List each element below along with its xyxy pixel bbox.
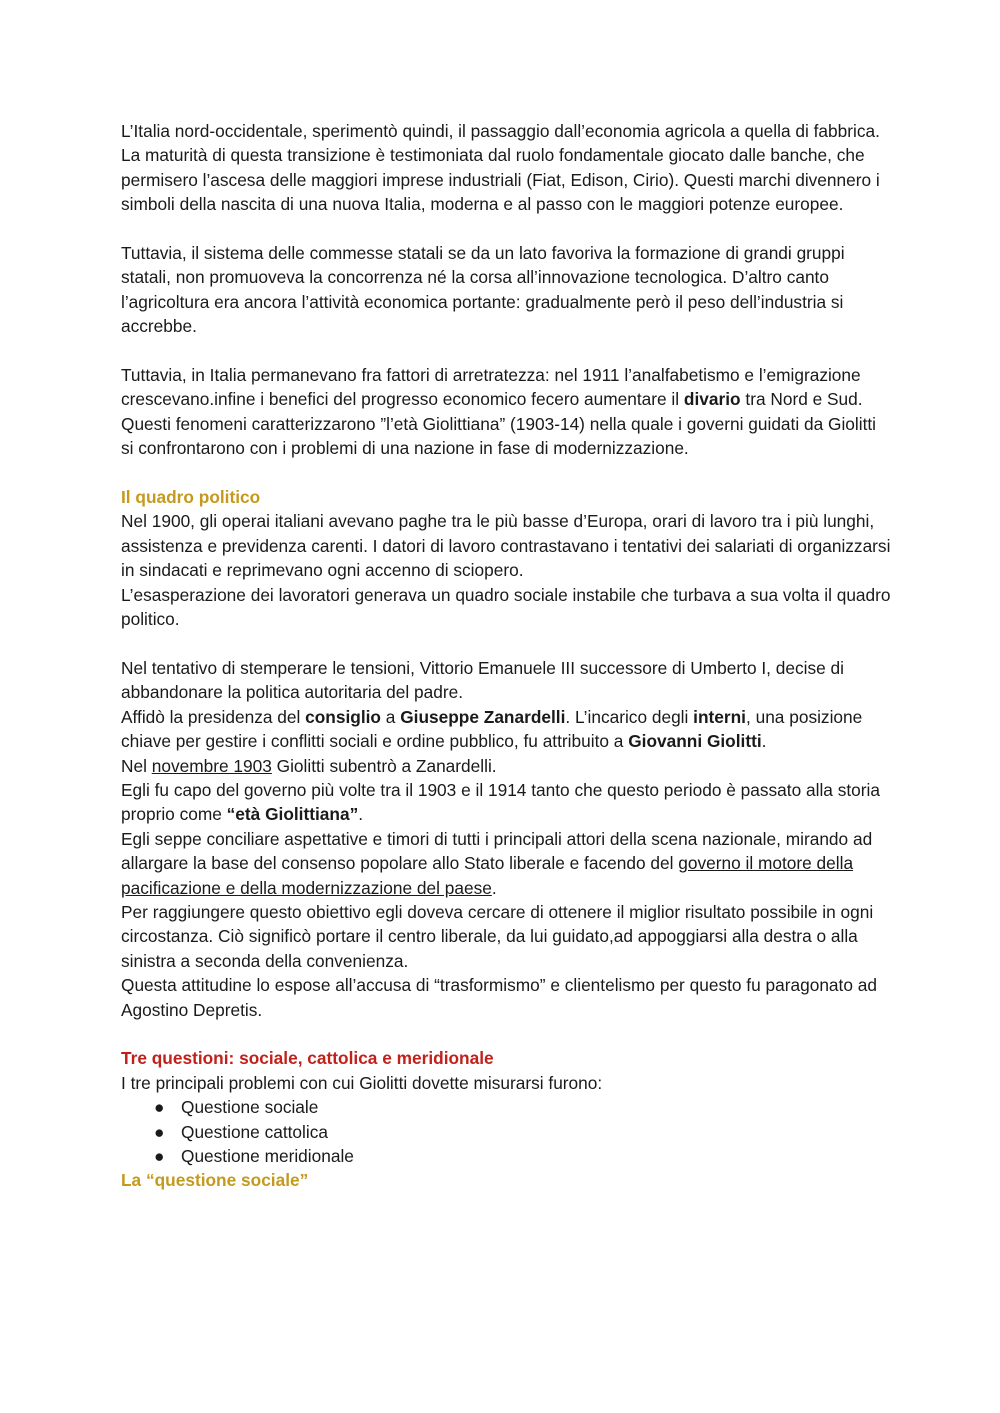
underlined-date: novembre 1903	[151, 755, 272, 776]
paragraph-gap	[121, 1022, 891, 1046]
text-run: Egli fu capo del governo più volte tra il 1903 e il 1914 tanto che questo periodo è passato alla storia proprio come	[121, 779, 880, 825]
quadro-paragraph-7	[121, 827, 891, 900]
questioni-intro: I tre principali problemi con cui Giolitti dovette misurarsi furono:	[121, 1072, 603, 1093]
intro-paragraph-3	[121, 363, 891, 412]
bold-term-interni: interni	[693, 706, 746, 727]
text-run: .	[491, 877, 497, 898]
quadro-paragraph-3: Nel tentativo di stemperare le tensioni, Vittorio Emanuele III successore di Umberto I, decise di abbandonare la politica autoritaria del padre.	[121, 657, 844, 703]
bullet-icon: ●	[154, 1121, 165, 1142]
bold-term-divario: divario	[683, 389, 741, 410]
quadro-paragraph-4	[121, 705, 891, 754]
text-run: , una posizione chiave per gestire i conflitti sociali e ordine pubblico, fu attribuito a	[121, 706, 863, 752]
text-run: a	[381, 706, 401, 727]
text-run: Nel	[121, 755, 152, 776]
bold-term-zanardelli: Giuseppe Zanardelli	[400, 706, 566, 727]
text-run: Tuttavia, in Italia permanevano fra fattori di arretratezza: nel 1911 l’analfabetismo e l’emigrazione crescevano.infine i benefici del progresso economico fecero aumentare il	[121, 365, 861, 410]
bullet-icon: ●	[154, 1097, 165, 1118]
text-run: .	[761, 731, 767, 752]
section-heading-quadro-politico: Il quadro politico	[121, 487, 261, 508]
quadro-paragraph-9: Questa attitudine lo espose all’accusa di “trasformismo” e clientelismo per questo fu paragonato ad Agostino Depretis.	[121, 975, 877, 1020]
text-run: Egli seppe conciliare aspettative e timori di tutti i principali attori della scena nazionale, mirando ad allargare la base del consenso popolare allo Stato liberale e facendo del	[121, 828, 873, 874]
bullet-icon: ●	[154, 1145, 165, 1166]
text-run: tra Nord e Sud.	[740, 389, 863, 410]
list-item-label: Questione sociale	[181, 1097, 319, 1118]
quadro-paragraph-6	[121, 778, 891, 827]
quadro-paragraph-8: Per raggiungere questo obiettivo egli doveva cercare di ottenere il miglior risultato possibile in ogni circostanza. Ciò significò portare il centro liberale, da lui guidato,ad appoggiarsi alla destra o alla sinistra a seconda della convenienza.	[121, 901, 874, 971]
questioni-list	[121, 1095, 891, 1168]
text-run: Affidò la presidenza del	[121, 706, 306, 727]
intro-paragraph-1: L’Italia nord-occidentale, sperimentò quindi, il passaggio dall’economia agricola a quella di fabbrica. La maturità di questa transizione è testimoniata dal ruolo fondamentale giocato dalle banche, che permisero l’ascesa delle maggiori imprese industriali (Fiat, Edison, Cirio). Questi marchi divennero i simboli della nascita di una nuova Italia, moderna e al passo con le maggiori potenze europee.	[121, 121, 880, 215]
quadro-paragraph-2: L’esasperazione dei lavoratori generava un quadro sociale instabile che turbava a sua volta il quadro politico.	[121, 584, 891, 630]
paragraph-gap	[121, 217, 891, 241]
list-item	[121, 1144, 891, 1168]
text-run: .	[358, 804, 364, 825]
quadro-paragraph-5	[121, 754, 891, 778]
section-heading-questione-sociale: La “questione sociale”	[121, 1170, 309, 1191]
bold-term-consiglio: consiglio	[305, 706, 381, 727]
list-item	[121, 1095, 891, 1119]
paragraph-gap	[121, 339, 891, 363]
text-run: Giolitti subentrò a Zanardelli.	[271, 755, 497, 776]
text-run: . L’incarico degli	[565, 706, 694, 727]
paragraph-gap	[121, 631, 891, 655]
section-heading-tre-questioni: Tre questioni: sociale, cattolica e meridionale	[121, 1048, 494, 1069]
list-item	[121, 1120, 891, 1144]
underlined-phrase: governo il motore della pacificazione e della modernizzazione del paese	[121, 853, 854, 898]
bold-term-giolitti: Giovanni Giolitti	[628, 731, 762, 752]
list-item-label: Questione cattolica	[181, 1121, 328, 1142]
intro-paragraph-2: Tuttavia, il sistema delle commesse statali se da un lato favoriva la formazione di grandi gruppi statali, non promuoveva la concorrenza né la corsa all’innovazione tecnologica. D’altro canto l’agricoltura era ancora l’attività economica portante: gradualmente però il peso dell’industria si accrebbe.	[121, 243, 845, 337]
paragraph-gap	[121, 461, 891, 485]
document-page	[121, 119, 891, 1193]
quadro-paragraph-1: Nel 1900, gli operai italiani avevano paghe tra le più basse d’Europa, orari di lavoro tra i più lunghi, assistenza e previdenza carenti. I datori di lavoro contrastavano i tentativi dei salariati di organizzarsi in sindacati e reprimevano ogni accenno di sciopero.	[121, 511, 891, 581]
bold-term-eta-giolittiana: “età Giolittiana”	[226, 804, 359, 825]
intro-paragraph-4: Questi fenomeni caratterizzarono ”l’età Giolittiana” (1903-14) nella quale i governi guidati da Giolitti si confrontarono con i problemi di una nazione in fase di modernizzazione.	[121, 413, 877, 459]
list-item-label: Questione meridionale	[181, 1145, 354, 1166]
